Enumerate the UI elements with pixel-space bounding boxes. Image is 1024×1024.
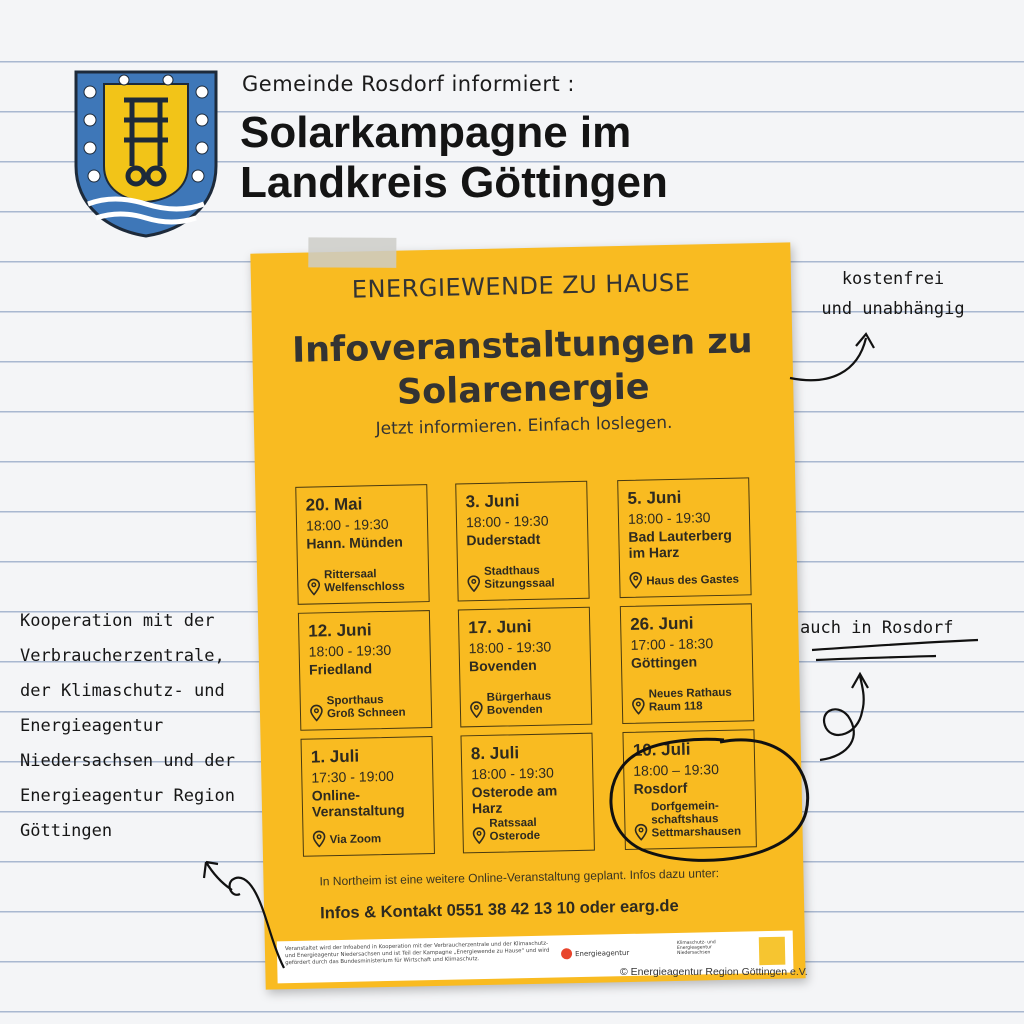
note-koop-line: Energieagentur Region [20, 786, 235, 806]
verbraucherzentrale-logo [759, 937, 786, 966]
energieagentur-logo [561, 947, 629, 959]
location-pin-icon [629, 572, 642, 589]
event-time: 17:30 - 19:00 [311, 767, 395, 786]
event-card [455, 481, 589, 602]
copyright: © Energieagentur Region Göttingen e.V. [620, 966, 808, 978]
event-date: 20. Mai [305, 494, 363, 515]
flyer-title-line-1: Infoveranstaltungen zu [291, 321, 753, 371]
location-pin-icon [307, 578, 320, 595]
flyer [250, 242, 805, 989]
flyer-kicker: ENERGIEWENDE ZU HAUSE [351, 268, 691, 304]
klimaschutz-logo: Klimaschutz- und Energieagentur Niedersachsen [676, 940, 716, 956]
location-pin-icon [632, 698, 645, 715]
note-koop-line: der Klimaschutz- und [20, 681, 225, 701]
event-location [629, 570, 739, 589]
event-place: Duderstadt [466, 530, 541, 549]
event-card [458, 607, 592, 728]
location-pin-icon [312, 830, 325, 847]
event-card [301, 736, 435, 857]
location-pin-icon [634, 824, 647, 841]
energieagentur-logo-label: Energieagentur [574, 948, 630, 958]
title-line-2: Landkreis Göttingen [240, 158, 668, 207]
event-card [295, 484, 429, 605]
event-venue: Stadthaus Sitzungssaal [483, 564, 555, 591]
event-time: 18:00 - 19:30 [465, 512, 549, 531]
event-location [310, 694, 406, 722]
event-time: 18:00 - 19:30 [468, 638, 552, 657]
event-time: 18:00 - 19:30 [471, 764, 554, 783]
event-card [622, 729, 756, 850]
flyer-title-line-2: Solarenergie [396, 367, 650, 413]
event-date: 3. Juni [465, 491, 520, 512]
event-venue: Haus des Gastes [646, 573, 740, 588]
energieagentur-logo-icon [561, 948, 572, 959]
location-pin-icon [472, 827, 485, 844]
location-pin-icon [470, 701, 483, 718]
location-pin-icon [467, 575, 480, 592]
note-free-line-1: kostenfrei [841, 269, 945, 289]
header-kicker: Gemeinde Rosdorf informiert : [242, 72, 575, 96]
rosdorf-coat-of-arms-logo [74, 70, 218, 238]
event-date: 1. Juli [310, 746, 360, 767]
event-place: Göttingen [630, 653, 698, 671]
flyer-poster [250, 242, 805, 989]
event-time: 18:00 – 19:30 [633, 761, 720, 779]
note-koop-line: Verbraucherzentrale, [20, 646, 225, 666]
note-cooperation [20, 604, 290, 849]
title-line-1: Solarkampagne im [240, 108, 632, 157]
tape-strip [308, 237, 396, 267]
event-date: 17. Juni [468, 616, 532, 638]
event-place: Bovenden [468, 656, 537, 675]
event-card [617, 477, 751, 598]
note-rosdorf: auch in Rosdorf [800, 618, 954, 638]
event-location [467, 564, 555, 592]
event-time: 18:00 - 19:30 [627, 509, 711, 527]
event-place: Online-Veranstaltung [311, 786, 405, 820]
event-location [307, 568, 405, 596]
event-date: 10. Juli [632, 739, 691, 760]
event-venue: Sporthaus Groß Schneen [326, 694, 406, 721]
event-date: 5. Juni [627, 487, 682, 508]
event-time: 17:00 - 18:30 [630, 635, 714, 653]
flyer-contact: Infos & Kontakt 0551 38 42 13 10 oder earg.de [319, 896, 679, 923]
event-location [470, 691, 552, 719]
note-koop-line: Energieagentur [20, 716, 164, 736]
event-venue: Via Zoom [329, 833, 382, 847]
event-venue: Neues Rathaus Raum 118 [648, 686, 732, 714]
event-location [632, 687, 733, 715]
event-venue: Dorfgemein- schaftshaus Settmarshausen [650, 800, 742, 840]
event-location [634, 800, 741, 841]
event-time: 18:00 - 19:30 [308, 641, 392, 660]
footer-text: Veranstaltet wird der Infoabend in Kooperation mit der Verbraucherzentrale und der Klimaschutz- und Energieagentur Niedersachsen und ist Teil der Kampagne „Energiewende zu Hause“ und wird gefördert durch das Bundesministerium für Wirtschaft und Klimaschutz. [284, 940, 550, 967]
event-location [472, 817, 540, 844]
note-koop-line: Kooperation mit der [20, 611, 215, 631]
note-free [818, 264, 968, 324]
event-venue: Ratssaal Osterode [489, 816, 541, 843]
event-venue: Rittersaal Welfenschloss [323, 568, 405, 595]
flyer-note: In Northeim ist eine weitere Online-Veranstaltung geplant. Infos dazu unter: [319, 866, 720, 889]
note-koop-line: Niedersachsen und der [20, 751, 235, 771]
note-koop-line: Göttingen [20, 821, 113, 841]
event-card [620, 603, 754, 724]
event-place: Osterode am Harz [471, 782, 558, 817]
event-place: Hann. Münden [306, 533, 404, 552]
page-title [240, 108, 668, 208]
flyer-title [252, 318, 794, 417]
event-card [460, 733, 594, 854]
event-date: 26. Juni [629, 613, 694, 634]
event-date: 8. Juli [470, 743, 520, 764]
location-pin-icon [310, 704, 323, 721]
event-place: Bad Lauterberg im Harz [628, 526, 732, 561]
event-place: Rosdorf [633, 779, 688, 797]
event-card [298, 610, 432, 731]
note-free-line-2: und unabhängig [821, 299, 965, 319]
event-time: 18:00 - 19:30 [305, 515, 389, 534]
event-location [312, 829, 381, 847]
event-venue: Bürgerhaus Bovenden [486, 690, 552, 717]
event-date: 12. Juni [308, 620, 372, 641]
event-place: Friedland [308, 660, 373, 678]
flyer-subtitle: Jetzt informieren. Einfach loslegen. [375, 412, 673, 440]
